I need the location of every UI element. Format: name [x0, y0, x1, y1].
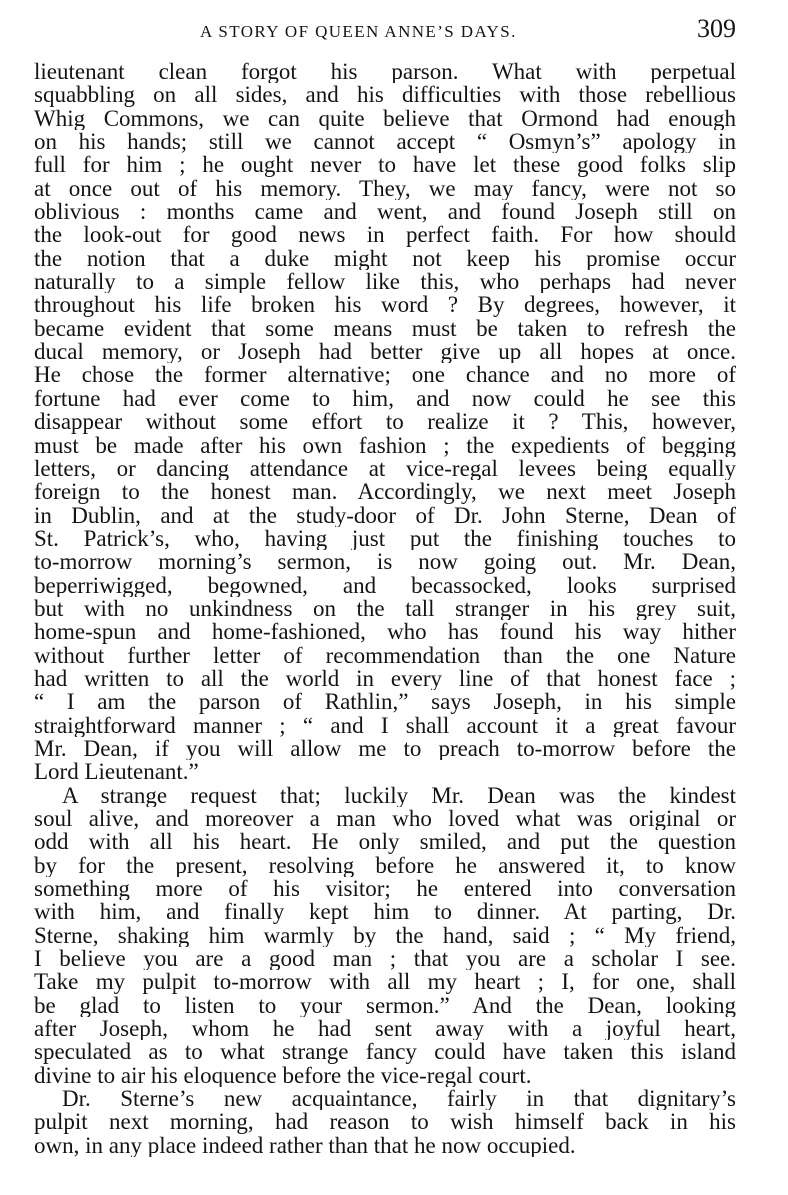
- text-line: divine to air his eloquence before the vice-regal court.: [34, 1063, 532, 1088]
- text-line: He chose the former alternative; one chance and no more of: [34, 363, 736, 387]
- text-line: disappear without some effort to realize it ? This, however,: [34, 410, 736, 434]
- text-line: straightforward manner ; “ and I shall account it a great favour: [34, 713, 736, 737]
- text-line: foreign to the honest man. Accordingly, we next meet Joseph: [34, 480, 736, 504]
- running-head: [0, 12, 788, 48]
- text-line: oblivious : months came and went, and found Joseph still on: [34, 200, 736, 224]
- text-line: had written to all the world in every line of that honest face ;: [34, 666, 736, 691]
- text-line: speculated as to what strange fancy could have taken this island: [34, 1040, 736, 1064]
- text-line: fortune had ever come to him, and now could he see this: [34, 386, 736, 411]
- text-line: by for the present, resolving before he answered it, to know: [34, 853, 736, 878]
- text-line: Take my pulpit to-morrow with all my heart ; I, for one, shall: [34, 970, 736, 994]
- text-line: I believe you are a good man ; that you are a scholar I see.: [34, 947, 736, 971]
- text-line: own, in any place indeed rather than that he now occupied.: [34, 1133, 576, 1158]
- text-line: be glad to listen to your sermon.” And the Dean, looking: [34, 993, 736, 1018]
- text-line: Sterne, shaking him warmly by the hand, said ; “ My friend,: [34, 923, 736, 948]
- text-line: with him, and finally kept him to dinner. At parting, Dr.: [34, 900, 736, 924]
- body-text: [34, 60, 736, 1157]
- text-line: full for him ; he ought never to have let these good folks slip: [34, 153, 736, 177]
- text-line: Mr. Dean, if you will allow me to preach to-morrow before the: [34, 736, 736, 761]
- page-number: 309: [697, 14, 736, 43]
- text-line: must be made after his own fashion ; the expedients of begging: [34, 433, 736, 457]
- text-line: squabbling on all sides, and his difficulties with those rebellious: [34, 83, 736, 107]
- text-line: in Dublin, and at the study-door of Dr. John Sterne, Dean of: [34, 503, 736, 527]
- text-line: the look-out for good news in perfect faith. For how should: [34, 223, 736, 247]
- text-line: pulpit next morning, had reason to wish himself back in his: [34, 1110, 736, 1134]
- text-line: on his hands; still we cannot accept “ Osmyn’s” apology in: [34, 130, 736, 154]
- text-line: naturally to a simple fellow like this, who perhaps had never: [34, 270, 736, 294]
- text-line: St. Patrick’s, who, having just put the finishing touches to: [34, 526, 736, 551]
- text-line: after Joseph, whom he had sent away with a joyful heart,: [34, 1017, 736, 1041]
- text-line: to-morrow morning’s sermon, is now going out. Mr. Dean,: [34, 550, 736, 574]
- text-line: Whig Commons, we can quite believe that Ormond had enough: [34, 106, 736, 131]
- text-line: the notion that a duke might not keep his promise occur: [34, 246, 736, 271]
- text-line: beperriwigged, begowned, and becassocked, looks surprised: [34, 573, 736, 597]
- text-line: without further letter of recommendation than the one Nature: [34, 643, 736, 667]
- text-line: at once out of his memory. They, we may fancy, were not so: [34, 176, 736, 201]
- text-line: home-spun and home-fashioned, who has found his way hither: [34, 620, 736, 644]
- text-line: throughout his life broken his word ? By degrees, however, it: [34, 293, 736, 317]
- text-line: Dr. Sterne’s new acquaintance, fairly in that dignitary’s: [62, 1087, 736, 1111]
- text-line: became evident that some means must be taken to refresh the: [34, 316, 736, 341]
- text-line: ducal memory, or Joseph had better give up all hopes at once.: [34, 340, 736, 364]
- text-line: lieutenant clean forgot his parson. What with perpetual: [34, 60, 736, 84]
- text-line: letters, or dancing attendance at vice-regal levees being equally: [34, 456, 736, 481]
- text-line: something more of his visitor; he entered into conversation: [34, 877, 736, 901]
- text-line: odd with all his heart. He only smiled, and put the question: [34, 830, 736, 854]
- text-line: Lord Lieutenant.”: [34, 760, 199, 784]
- text-line: A strange request that; luckily Mr. Dean was the kindest: [62, 783, 736, 807]
- text-line: but with no unkindness on the tall stranger in his grey suit,: [34, 596, 736, 621]
- running-title: A STORY OF QUEEN ANNE’S DAYS.: [200, 22, 517, 41]
- text-line: “ I am the parson of Rathlin,” says Joseph, in his simple: [34, 690, 736, 714]
- text-line: soul alive, and moreover a man who loved what was original or: [34, 807, 736, 831]
